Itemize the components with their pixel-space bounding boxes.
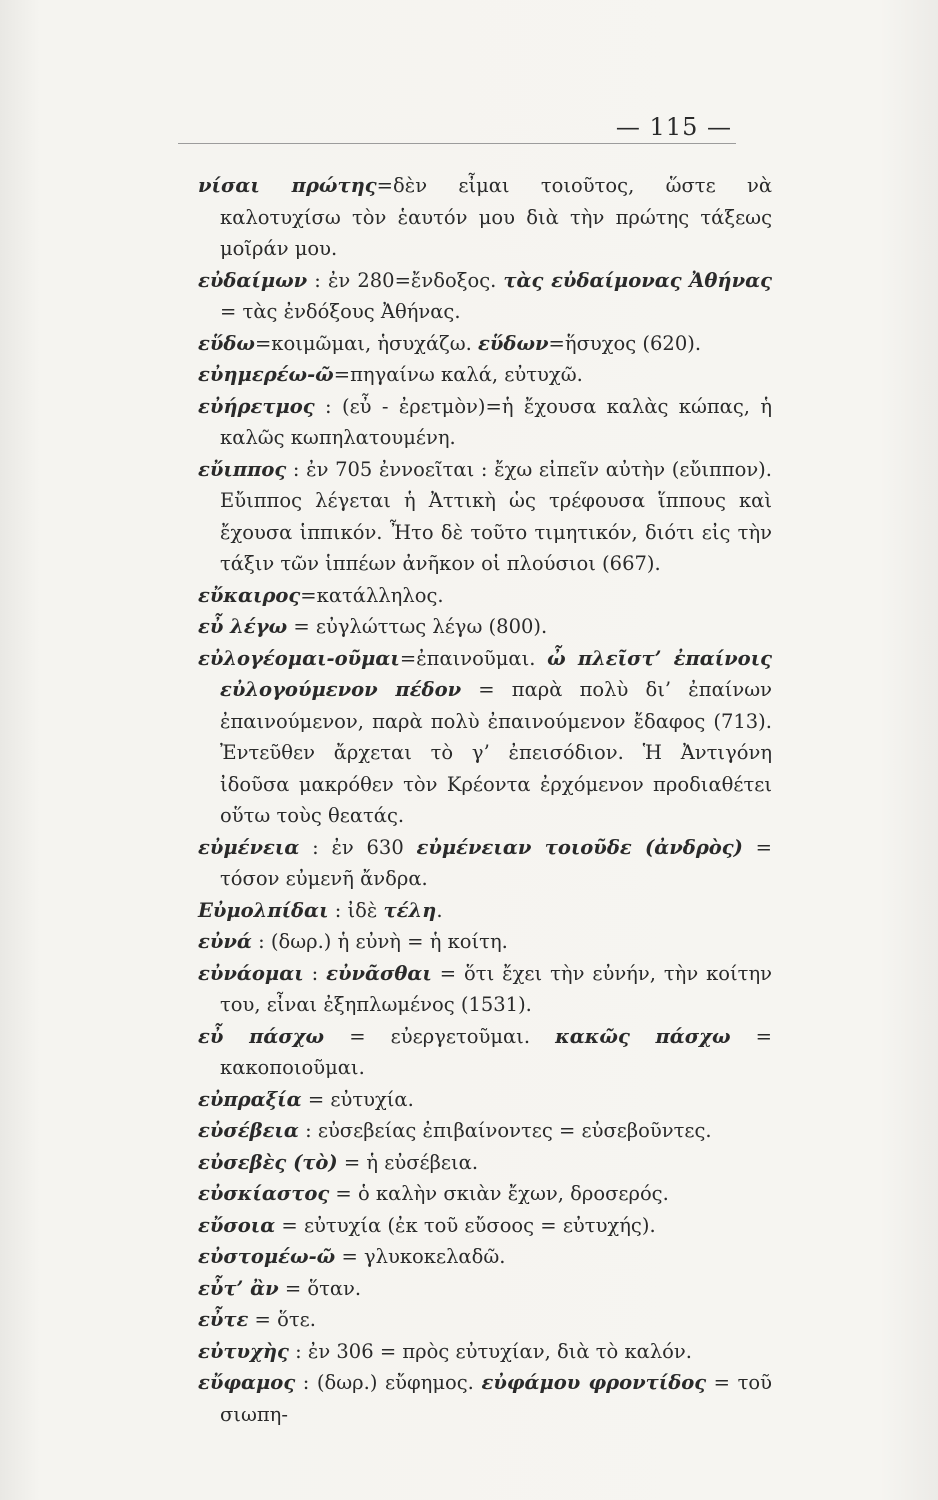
- dictionary-entry: [198, 958, 772, 1021]
- entry-definition-text: : ἐν 705 ἐννοεῖται : ἔχω εἰπεῖν αὐτὴν (εὔιππον). Εὔιππος λέγεται ἡ Ἀττικὴ ὡς τρέφουσα ἵππους καὶ ἔχουσα ἱππικόν. Ἦτο δὲ τοῦτο τιμητικόν, διότι εἰς τὴν τάξιν τῶν ἱππέων ἀνῆκον οἱ πλούσιοι (667).: [220, 457, 772, 575]
- entry-quoted-phrase: εὕδων: [478, 331, 549, 355]
- entry-headword: εὐδαίμων: [198, 268, 308, 292]
- entry-headword: εὐτυχὴς: [198, 1339, 289, 1363]
- entry-quoted-phrase: ὦ πλεῖστ’ ἐπαίνοις εὐλογούμενον πέδον: [220, 646, 772, 701]
- entry-definition-text: =ἐπαινοῦμαι.: [399, 646, 548, 670]
- entry-definition-text: = εὐτυχία (ἐκ τοῦ εὔσοος = εὐτυχής).: [275, 1213, 656, 1237]
- dictionary-entry: [198, 1115, 772, 1147]
- dictionary-entry: [198, 895, 772, 927]
- entry-headword: εὖ πάσχω: [198, 1024, 325, 1048]
- entry-definition-text: = ὅτι ἔχει τὴν εὐνήν, τὴν κοίτην του, εἶναι ἐξηπλωμένος (1531).: [220, 961, 772, 1016]
- entry-headword: εὐσέβεια: [198, 1119, 299, 1142]
- entry-quoted-phrase: τέλη: [383, 898, 437, 922]
- entry-definition-text: =κατάλληλος.: [300, 583, 444, 607]
- entry-definition-text: = εὐγλώττως λέγω (800).: [287, 615, 548, 638]
- entry-definition-text: =δὲν εἶμαι τοιοῦτος, ὥστε νὰ καλοτυχίσω τὸν ἑαυτόν μου διὰ τὴν πρώτης τάξεως μοῖράν μου.: [220, 174, 772, 260]
- entry-quoted-phrase: κακῶς πάσχω: [555, 1024, 731, 1048]
- entry-definition-text: =ἥσυχος (620).: [548, 331, 702, 355]
- dictionary-entry: [198, 359, 772, 391]
- entry-definition-text: : (δωρ.) εὔφημος.: [295, 1371, 482, 1394]
- dictionary-entry: [198, 1021, 772, 1084]
- entry-headword: εὖτ’ ἂν: [198, 1276, 279, 1300]
- entry-headword: εὔφαμος: [198, 1371, 296, 1394]
- entry-headword: εὔσοια: [198, 1213, 276, 1237]
- entry-quoted-phrase: τὰς εὐδαίμονας Ἀθήνας: [503, 268, 773, 292]
- entry-headword: εὔκαιρος: [198, 583, 301, 607]
- dictionary-entry: [198, 1210, 772, 1242]
- dictionary-entry: [198, 832, 772, 895]
- dictionary-entry: [198, 643, 772, 832]
- entry-quoted-phrase: εὐμένειαν τοιοῦδε (ἀνδρὸς): [416, 835, 743, 859]
- entry-definition-text: = ὁ καλὴν σκιὰν ἔχων, δροσερός.: [329, 1182, 669, 1205]
- dictionary-entry: [198, 1304, 772, 1336]
- entry-headword: εὐσεβὲς (τὸ): [198, 1150, 338, 1174]
- dictionary-entry: [198, 611, 772, 643]
- entry-quoted-phrase: εὐνᾶσθαι: [326, 961, 432, 985]
- dictionary-entry: [198, 1367, 772, 1430]
- dictionary-entry: [198, 580, 772, 612]
- entry-definition-text: : ἰδὲ: [328, 898, 384, 922]
- entry-definition-text: = ἡ εὐσέβεια.: [337, 1150, 479, 1174]
- dictionary-entry: [198, 1241, 772, 1273]
- entry-headword: εὔιππος: [198, 457, 287, 481]
- dictionary-entry: [198, 1147, 772, 1179]
- entry-definition-text: = εὐεργετοῦμαι.: [324, 1024, 556, 1048]
- entry-definition-text: = παρὰ πολὺ δι’ ἐπαίνων ἐπαινούμενον, παρὰ πολὺ ἐπαινούμενον ἔδαφος (713). Ἐντεῦθεν ἄρχεται τὸ γ’ ἐπεισόδιον. Ἡ Ἀντιγόνη ἰδοῦσα μακρόθεν τὸν Κρέοντα ἐρχόμενον προδιαθέτει οὕτω τοὺς θεατάς.: [220, 678, 772, 827]
- entry-definition-text: = ὅτε.: [248, 1308, 316, 1331]
- entry-definition-text: = τοῦ σιωπη-: [220, 1371, 772, 1426]
- entry-headword: εὐστομέω-ῶ: [198, 1245, 336, 1268]
- dictionary-entry: [198, 926, 772, 958]
- dictionary-entry: [198, 328, 772, 360]
- entry-definition-text: = τόσον εὐμενῆ ἄνδρα.: [220, 835, 773, 890]
- entry-definition-text: = εὐτυχία.: [301, 1087, 414, 1111]
- dictionary-entry: [198, 391, 772, 454]
- entry-definition-text: : εὐσεβείας ἐπιβαίνοντες = εὐσεβοῦντες.: [298, 1119, 712, 1142]
- entry-headword: εὐλογέομαι-οῦμαι: [198, 646, 400, 670]
- dictionary-entry: [198, 265, 772, 328]
- entry-definition-text: = τὰς ἐνδόξους Ἀθήνας.: [220, 300, 461, 323]
- header-rule: [178, 143, 736, 144]
- entry-definition-text: =πηγαίνω καλά, εὐτυχῶ.: [333, 363, 583, 386]
- dictionary-entries: [198, 170, 772, 1430]
- entry-headword: εὐημερέω-ῶ: [198, 363, 334, 386]
- entry-headword: εὐμένεια: [198, 835, 300, 859]
- entry-headword: εὐνάομαι: [198, 961, 304, 985]
- entry-headword: εὐσκίαστος: [198, 1182, 330, 1205]
- entry-definition-text: : ἐν 280=ἔνδοξος.: [307, 268, 504, 292]
- entry-definition-text: =κοιμῶμαι, ἡσυχάζω.: [254, 331, 479, 355]
- dictionary-entry: [198, 1084, 772, 1116]
- entry-definition-text: = ὅταν.: [278, 1276, 362, 1300]
- entry-definition-text: = κακοποιοῦμαι.: [220, 1024, 773, 1079]
- dictionary-entry: [198, 1178, 772, 1210]
- entry-quoted-phrase: εὐφάμου φροντίδος: [481, 1371, 707, 1394]
- entry-definition-text: .: [436, 898, 443, 922]
- dictionary-entry: [198, 454, 772, 580]
- page-number: — 115 —: [615, 113, 732, 141]
- entry-headword: εὐνά: [198, 930, 252, 953]
- entry-definition-text: : ἐν 630: [299, 835, 417, 859]
- entry-definition-text: = γλυκοκελαδῶ.: [335, 1245, 506, 1268]
- dictionary-entry: [198, 1336, 772, 1368]
- entry-definition-text: : ἐν 306 = πρὸς εὐτυχίαν, διὰ τὸ καλόν.: [288, 1339, 692, 1363]
- entry-headword: εὐπραξία: [198, 1087, 302, 1111]
- entry-definition-text: : (εὖ - ἐρετμὸν)=ἡ ἔχουσα καλὰς κώπας, ἡ καλῶς κωπηλατουμένη.: [220, 394, 772, 449]
- entry-headword: νίσαι πρώτης: [198, 174, 377, 197]
- dictionary-entry: [198, 1273, 772, 1305]
- entry-headword: εὖτε: [198, 1308, 249, 1331]
- entry-definition-text: : (δωρ.) ἡ εὐνὴ = ἡ κοίτη.: [251, 930, 508, 953]
- entry-headword: εὐήρετμος: [198, 394, 315, 418]
- entry-definition-text: :: [303, 961, 327, 985]
- entry-headword: εὕδω: [198, 331, 255, 355]
- dictionary-entry: [198, 170, 772, 265]
- entry-headword: εὖ λέγω: [198, 615, 288, 638]
- entry-headword: Εὐμολπίδαι: [198, 898, 329, 922]
